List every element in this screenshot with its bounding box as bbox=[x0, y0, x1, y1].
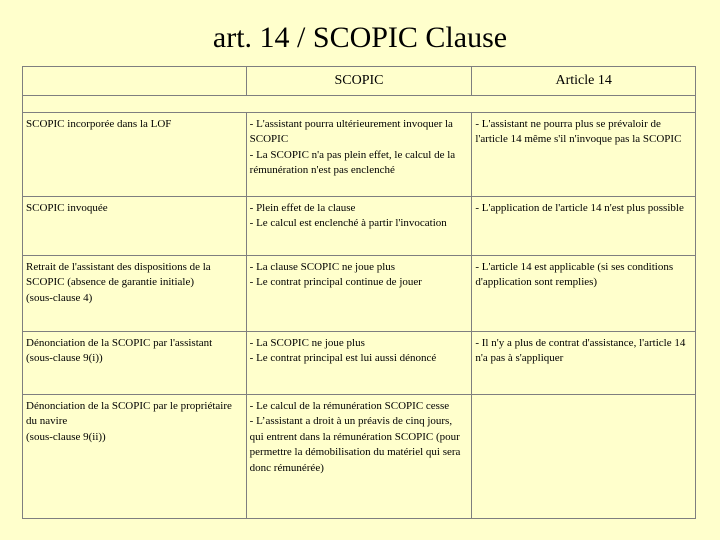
table-row bbox=[23, 395, 696, 519]
row-label: Dénonciation de la SCOPIC par l'assistant (sous-clause 9(i)) bbox=[23, 332, 247, 395]
scopic-cell: - L'assistant pourra ultérieurement invoquer la SCOPIC - La SCOPIC n'a pas plein effet, le calcul de la rémunération n'est pas enclenché bbox=[246, 113, 472, 197]
row-label: Retrait de l'assistant des dispositions de la SCOPIC (absence de garantie initiale) (sous-clause 4) bbox=[23, 256, 247, 332]
table-row bbox=[23, 197, 696, 256]
header-spacer bbox=[23, 96, 696, 113]
article-14-cell: - L'application de l'article 14 n'est plus possible bbox=[472, 197, 696, 256]
table-row bbox=[23, 332, 696, 395]
scopic-cell: - Le calcul de la rémunération SCOPIC cesse - L’assistant a droit à un préavis de cinq jours, qui entrent dans la rémunération SCOPIC (pour permettre la démobilisation du matériel qui sera donc rémunérée) bbox=[246, 395, 472, 519]
table-header-row bbox=[23, 67, 696, 96]
row-label: Dénonciation de la SCOPIC par le propriétaire du navire (sous-clause 9(ii)) bbox=[23, 395, 247, 519]
comparison-table bbox=[22, 66, 696, 519]
row-label: SCOPIC invoquée bbox=[23, 197, 247, 256]
scopic-cell: - Plein effet de la clause - Le calcul est enclenché à partir l'invocation bbox=[246, 197, 472, 256]
header-scopic: SCOPIC bbox=[246, 67, 472, 96]
article-14-cell: - Il n'y a plus de contrat d'assistance, l'article 14 n'a pas à s'appliquer bbox=[472, 332, 696, 395]
scopic-cell: - La clause SCOPIC ne joue plus - Le contrat principal continue de jouer bbox=[246, 256, 472, 332]
table-row bbox=[23, 256, 696, 332]
article-14-cell: - L'article 14 est applicable (si ses conditions d'application sont remplies) bbox=[472, 256, 696, 332]
header-article-14: Article 14 bbox=[472, 67, 696, 96]
row-label: SCOPIC incorporée dans la LOF bbox=[23, 113, 247, 197]
scopic-cell: - La SCOPIC ne joue plus - Le contrat principal est lui aussi dénoncé bbox=[246, 332, 472, 395]
article-14-cell: - L'assistant ne pourra plus se prévaloir de l'article 14 même s'il n'invoque pas la SCOPIC bbox=[472, 113, 696, 197]
page-title: art. 14 / SCOPIC Clause bbox=[212, 21, 508, 54]
table-row bbox=[23, 113, 696, 197]
article-14-cell bbox=[472, 395, 696, 519]
header-empty-cell bbox=[23, 67, 247, 96]
